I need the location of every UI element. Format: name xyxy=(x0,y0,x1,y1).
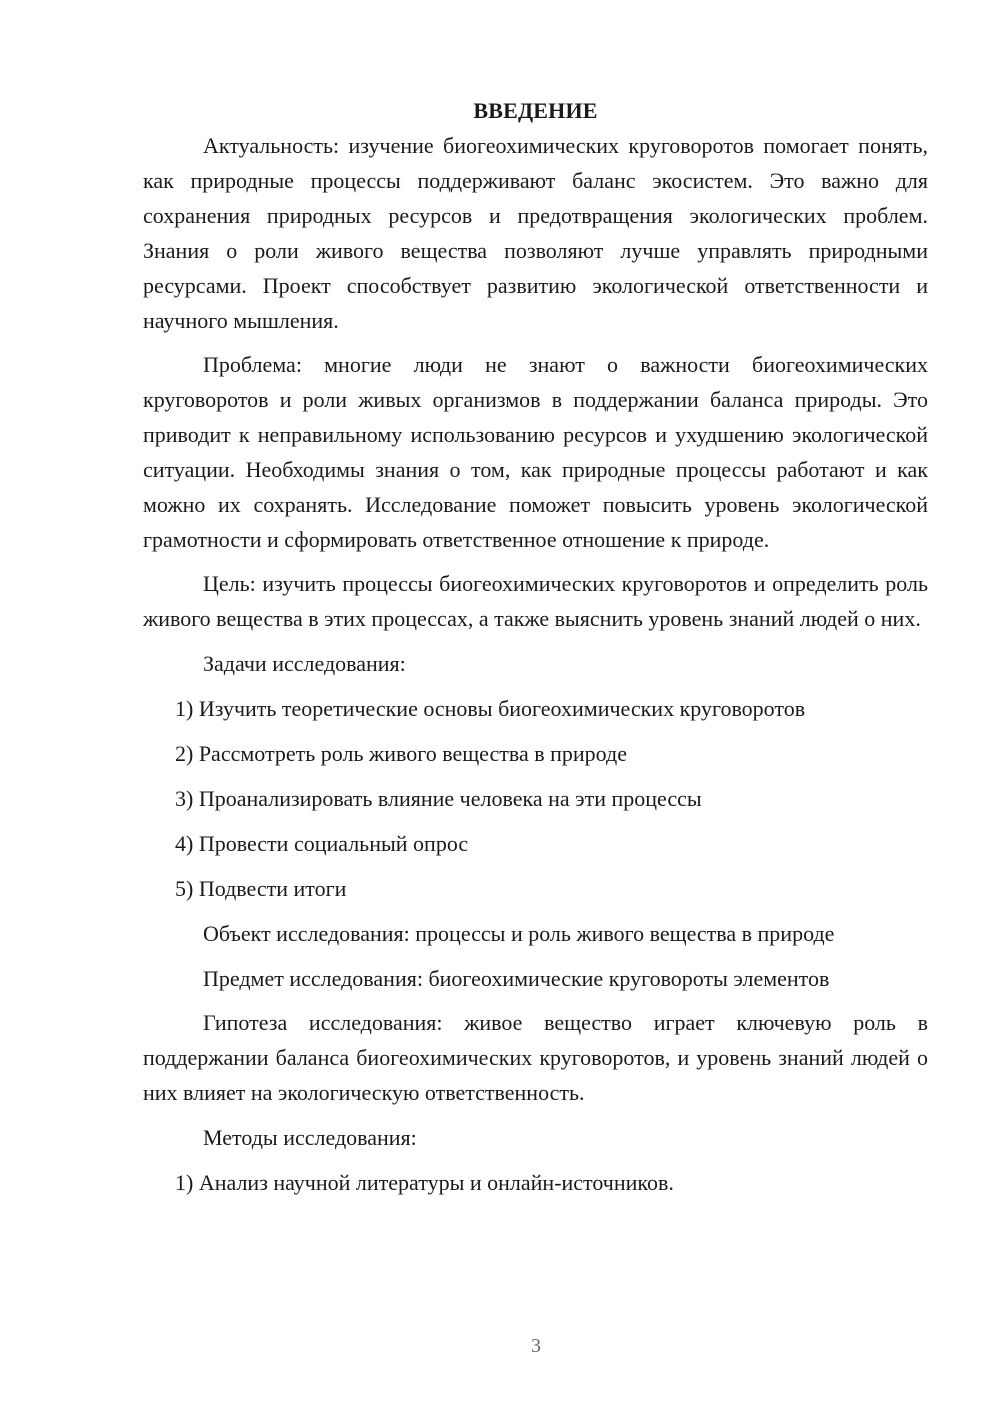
list-item: 5) Подвести итоги xyxy=(175,876,347,901)
list-item: 2) Рассмотреть роль живого вещества в природе xyxy=(175,741,627,766)
tasks-heading: Задачи исследования: xyxy=(203,651,406,676)
list-item: 1) Анализ научной литературы и онлайн-источников. xyxy=(175,1170,674,1195)
tasks-list xyxy=(143,691,928,906)
page-number: 3 xyxy=(531,1335,541,1357)
research-object: Объект исследования: процессы и роль живого вещества в природе xyxy=(203,921,835,946)
problem-paragraph: Проблема: многие люди не знают о важности биогеохимических круговоротов и роли живых организмов в поддержании баланса природы. Это приводит к неправильному использованию ресурсов и ухудшению экологической ситуации. Необходимы знания о том, как природные процессы работают и как можно их сохранять. Исследование поможет повысить уровень экологической грамотности и сформировать ответственное отношение к природе. xyxy=(143,352,928,552)
section-title: ВВЕДЕНИЕ xyxy=(473,98,598,123)
research-subject: Предмет исследования: биогеохимические круговороты элементов xyxy=(203,966,830,991)
list-item: 4) Провести социальный опрос xyxy=(175,831,469,856)
hypothesis-paragraph: Гипотеза исследования: живое вещество играет ключевую роль в поддержании баланса биогеохимических круговоротов, и уровень знаний людей о них влияет на экологическую ответственность. xyxy=(143,1010,928,1105)
methods-heading: Методы исследования: xyxy=(203,1125,417,1150)
goal-paragraph: Цель: изучить процессы биогеохимических круговоротов и определить роль живого вещества в этих процессах, а также выяснить уровень знаний людей о них. xyxy=(143,571,928,631)
page-content xyxy=(143,93,928,1200)
methods-list xyxy=(143,1165,928,1200)
list-item: 1) Изучить теоретические основы биогеохимических круговоротов xyxy=(175,696,806,721)
relevance-paragraph: Актуальность: изучение биогеохимических круговоротов помогает понять, как природные процессы поддерживают баланс экосистем. Это важно для сохранения природных ресурсов и предотвращения экологических проблем. Знания о роли живого вещества позволяют лучше управлять природными ресурсами. Проект способствует развитию экологической ответственности и научного мышления. xyxy=(143,133,928,333)
list-item: 3) Проанализировать влияние человека на эти процессы xyxy=(175,786,702,811)
